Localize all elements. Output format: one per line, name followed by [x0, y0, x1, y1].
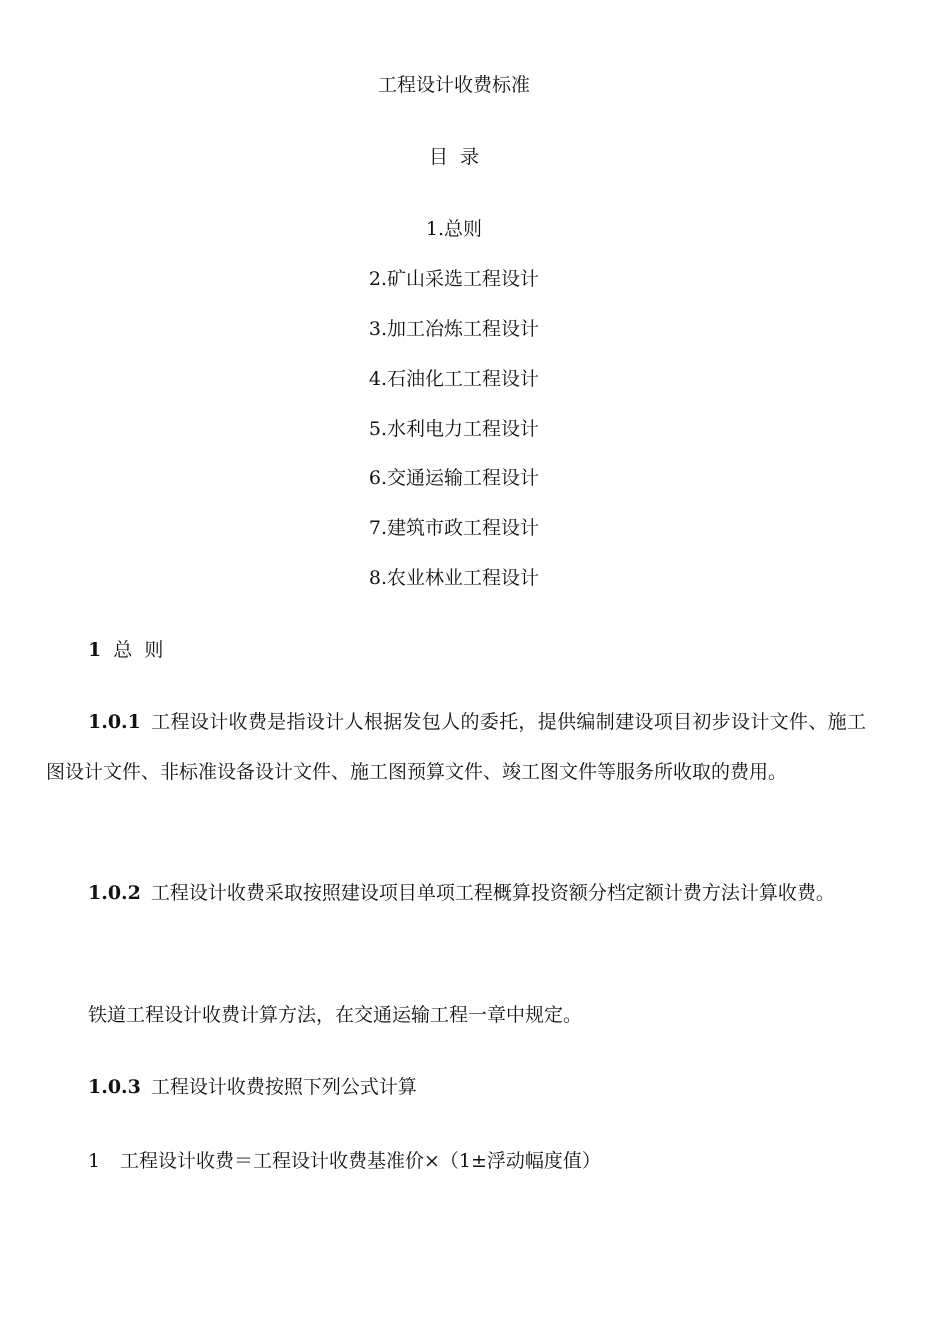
formula-text: 工程设计收费＝工程设计收费基准价×（1±浮动幅度值） — [120, 1150, 601, 1172]
toc-item: 1.总则 — [425, 218, 483, 240]
toc-item: 4.石油化工工程设计 — [368, 368, 540, 390]
toc-item: 8.农业林业工程设计 — [368, 567, 540, 589]
clause-number: 1.0.3 — [88, 1076, 141, 1098]
clause-number: 1.0.2 — [88, 882, 141, 904]
clause-text: 工程设计收费按照下列公式计算 — [150, 1076, 417, 1098]
toc-heading: 目 录 — [428, 146, 480, 168]
toc-item: 5.水利电力工程设计 — [368, 418, 540, 440]
toc-item: 3.加工冶炼工程设计 — [368, 318, 540, 340]
document-title: 工程设计收费标准 — [377, 74, 530, 96]
toc-item: 6.交通运输工程设计 — [368, 467, 540, 489]
clause-text: 工程设计收费是指设计人根据发包人的委托，提供编制建设项目初步设计文件、施工图设计文件、非标准设备设计文件、施工图预算文件、竣工图文件等服务所收取的费用。 — [46, 711, 866, 783]
section-heading — [88, 638, 163, 662]
clause-note: 铁道工程设计收费计算方法，在交通运输工程一章中规定。 — [88, 1004, 583, 1026]
formula-line — [88, 1149, 601, 1173]
clause-1-0-1 — [46, 697, 866, 797]
clause-text: 工程设计收费采取按照建设项目单项工程概算投资额分档定额计费方法计算收费。 — [150, 882, 835, 904]
formula-number: 1 — [88, 1150, 101, 1172]
toc-item: 2.矿山采选工程设计 — [368, 268, 540, 290]
clause-1-0-2 — [46, 868, 866, 918]
section-title: 总 则 — [113, 639, 164, 661]
clause-1-0-3 — [88, 1075, 417, 1099]
section-number: 1 — [88, 639, 102, 661]
clause-number: 1.0.1 — [88, 711, 141, 733]
toc-item: 7.建筑市政工程设计 — [368, 517, 540, 539]
